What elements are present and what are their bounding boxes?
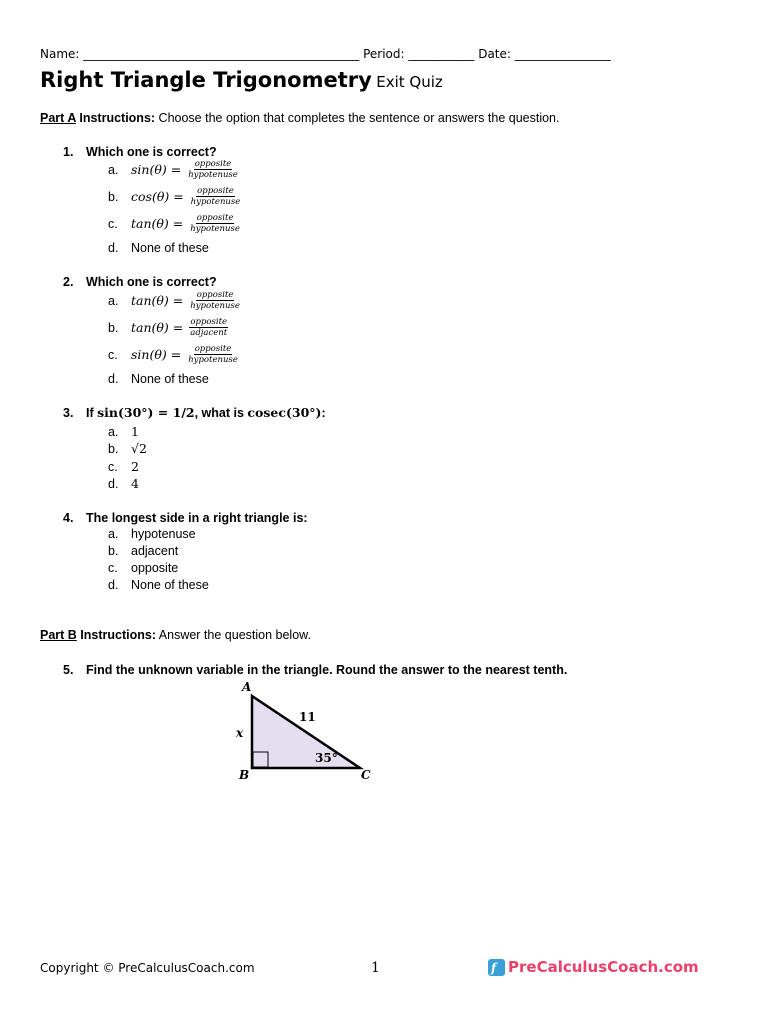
q4-option-a[interactable] — [108, 527, 196, 541]
option-text: None of these — [131, 241, 209, 255]
logo-text: PreCalculusCoach.com — [508, 958, 699, 976]
part-a-instructions — [40, 111, 559, 125]
q2-option-c[interactable] — [108, 344, 239, 365]
option-text: 1 — [131, 424, 139, 439]
question-text: : — [321, 406, 326, 420]
option-letter: d. — [108, 476, 119, 491]
question-text: Which one is correct? — [86, 275, 217, 289]
fraction — [190, 186, 242, 207]
question-number: 3. — [63, 406, 74, 420]
option-letter: a. — [108, 162, 119, 177]
fraction — [189, 213, 241, 234]
q4-option-d[interactable] — [108, 578, 209, 592]
question-text: If — [86, 406, 98, 420]
denominator: hypotenuse — [190, 197, 241, 207]
question-number: 1. — [63, 145, 74, 159]
option-letter: b. — [108, 320, 119, 335]
math-expression: sin(30°) = 1/2 — [97, 405, 195, 420]
numerator: opposite — [190, 317, 228, 327]
numerator: opposite — [194, 159, 232, 169]
option-letter: d. — [108, 578, 119, 592]
hypotenuse-length-label: 11 — [299, 710, 316, 724]
numerator: opposite — [196, 213, 234, 223]
option-function: tan(θ) = — [131, 320, 184, 335]
question-3 — [63, 405, 326, 420]
name-field[interactable]: Name: ______________________________________________ — [40, 47, 360, 61]
option-letter: a. — [108, 293, 119, 308]
option-text: None of these — [131, 372, 209, 386]
question-number: 4. — [63, 511, 74, 525]
option-text: √2 — [131, 441, 147, 456]
option-letter: c. — [108, 459, 118, 474]
fraction — [189, 290, 241, 311]
question-text: , what is — [194, 406, 248, 420]
denominator: hypotenuse — [188, 170, 238, 180]
question-text: Which one is correct? — [86, 145, 217, 159]
triangle-diagram — [225, 676, 385, 788]
part-a-text: Choose the option that completes the sentence or answers the question. — [155, 111, 560, 125]
q4-option-b[interactable] — [108, 544, 178, 558]
copyright: Copyright © PreCalculusCoach.com — [40, 961, 255, 975]
denominator: hypotenuse — [190, 224, 240, 234]
q2-option-d[interactable] — [108, 372, 209, 386]
part-b-label: Part B — [40, 628, 77, 642]
part-b-bold: Instructions: — [76, 628, 156, 642]
denominator: hypotenuse — [190, 301, 240, 311]
vertex-a-label: A — [242, 680, 252, 694]
option-letter: b. — [108, 544, 119, 558]
q1-option-b[interactable] — [108, 186, 241, 207]
option-function: sin(θ) = — [131, 347, 182, 362]
question-number: 2. — [63, 275, 74, 289]
vertex-c-label: C — [361, 768, 371, 782]
q2-option-b[interactable] — [108, 317, 228, 338]
q3-option-b[interactable] — [108, 441, 147, 456]
period-field[interactable]: Period: ___________ — [363, 47, 475, 61]
svg-text:f: f — [491, 960, 497, 975]
question-text: Find the unknown variable in the triangle. Round the answer to the nearest tenth. — [86, 663, 568, 677]
option-letter: a. — [108, 527, 119, 541]
side-x-label: x — [236, 726, 244, 740]
question-5 — [63, 663, 567, 677]
option-text: hypotenuse — [131, 527, 196, 541]
option-text: adjacent — [131, 544, 179, 558]
fraction — [187, 344, 239, 365]
part-b-instructions — [40, 628, 311, 642]
q3-option-a[interactable] — [108, 424, 139, 439]
part-a-bold: Instructions: — [75, 111, 156, 125]
option-function: tan(θ) = — [131, 216, 184, 231]
option-text: None of these — [131, 578, 209, 592]
fraction — [187, 159, 239, 180]
part-a-label: Part A — [40, 111, 76, 125]
numerator: opposite — [194, 344, 232, 354]
option-text: 4 — [131, 476, 139, 491]
page-title — [40, 68, 443, 92]
question-1 — [63, 145, 217, 159]
math-expression: cosec(30°) — [247, 405, 322, 420]
option-letter: c. — [108, 347, 118, 362]
question-text: The longest side in a right triangle is: — [86, 511, 308, 525]
option-letter: c. — [108, 216, 118, 231]
q1-option-d[interactable] — [108, 241, 209, 255]
option-letter: a. — [108, 424, 119, 439]
site-logo[interactable] — [488, 958, 699, 976]
option-function: cos(θ) = — [131, 189, 184, 204]
part-b-text: Answer the question below. — [156, 628, 311, 642]
denominator: adjacent — [190, 328, 228, 338]
option-letter: d. — [108, 372, 119, 386]
vertex-b-label: B — [239, 768, 250, 782]
q4-option-c[interactable] — [108, 561, 178, 575]
logo-icon — [488, 959, 505, 976]
title-main: Right Triangle Trigonometry — [40, 68, 372, 92]
denominator: hypotenuse — [188, 355, 238, 365]
header-line — [40, 47, 611, 61]
page-number: 1 — [371, 960, 380, 976]
option-text: 2 — [131, 459, 139, 474]
option-letter: b. — [108, 189, 119, 204]
option-letter: d. — [108, 241, 119, 255]
title-sub: Exit Quiz — [376, 73, 443, 91]
option-function: sin(θ) = — [131, 162, 182, 177]
angle-label: 35° — [315, 751, 338, 765]
question-4 — [63, 511, 308, 525]
option-letter: b. — [108, 441, 119, 456]
option-text: opposite — [131, 561, 179, 575]
q2-option-a[interactable] — [108, 290, 241, 311]
question-number: 5. — [63, 663, 74, 677]
option-function: tan(θ) = — [131, 293, 184, 308]
q3-option-d[interactable] — [108, 476, 139, 491]
numerator: opposite — [197, 186, 234, 196]
option-letter: c. — [108, 561, 118, 575]
question-2 — [63, 275, 217, 289]
date-field[interactable]: Date: ________________ — [478, 47, 611, 61]
numerator: opposite — [196, 290, 234, 300]
q3-option-c[interactable] — [108, 459, 139, 474]
fraction — [189, 317, 228, 338]
q1-option-a[interactable] — [108, 159, 239, 180]
q1-option-c[interactable] — [108, 213, 241, 234]
